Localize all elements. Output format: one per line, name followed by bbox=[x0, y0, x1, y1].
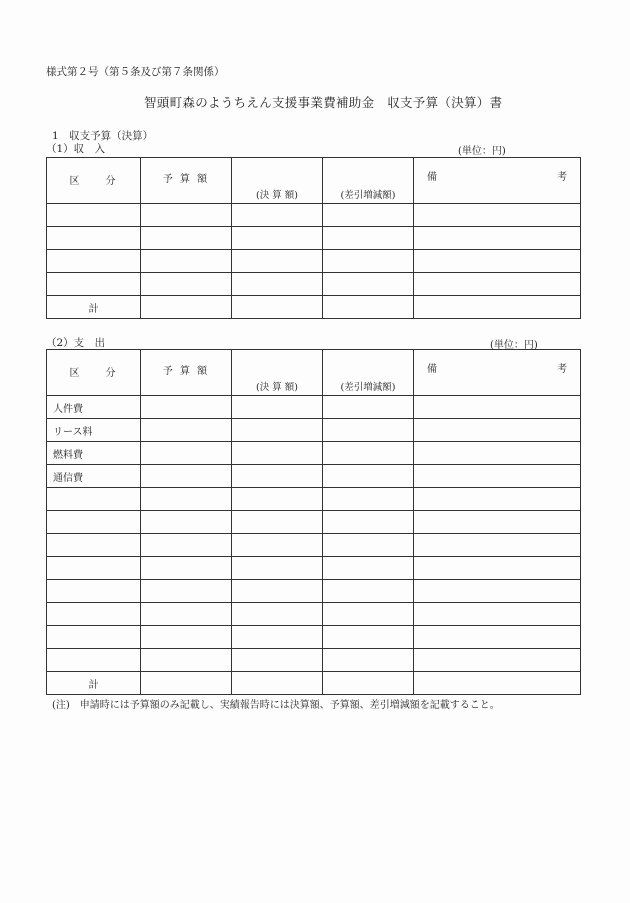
difference-cell[interactable] bbox=[323, 465, 414, 488]
difference-cell[interactable] bbox=[323, 626, 414, 649]
budget-cell[interactable] bbox=[141, 465, 232, 488]
table-row bbox=[47, 465, 581, 488]
table-row bbox=[47, 250, 581, 273]
settlement-total-cell[interactable] bbox=[232, 672, 323, 695]
table-row bbox=[47, 204, 581, 227]
settlement-cell[interactable] bbox=[232, 649, 323, 672]
table-row bbox=[47, 557, 581, 580]
remarks-cell[interactable] bbox=[414, 511, 581, 534]
header-category: 区 分 bbox=[47, 350, 141, 396]
remarks-cell[interactable] bbox=[414, 419, 581, 442]
section-heading: 1 収支予算（決算） bbox=[52, 130, 154, 142]
budget-cell[interactable] bbox=[141, 488, 232, 511]
table-row bbox=[47, 603, 581, 626]
settlement-cell[interactable] bbox=[232, 488, 323, 511]
remarks-cell[interactable] bbox=[414, 603, 581, 626]
category-cell: 燃料費 bbox=[47, 442, 141, 465]
expense-heading: （2）支 出 bbox=[46, 337, 106, 349]
remarks-cell[interactable] bbox=[414, 580, 581, 603]
table-row bbox=[47, 273, 581, 296]
remarks-cell[interactable] bbox=[414, 465, 581, 488]
difference-cell[interactable] bbox=[323, 649, 414, 672]
budget-cell[interactable] bbox=[141, 580, 232, 603]
difference-cell[interactable] bbox=[323, 580, 414, 603]
category-cell: リース料 bbox=[47, 419, 141, 442]
budget-total-cell[interactable] bbox=[141, 296, 232, 319]
difference-total-cell[interactable] bbox=[323, 672, 414, 695]
table-row bbox=[47, 488, 581, 511]
remarks-cell[interactable] bbox=[414, 557, 581, 580]
category-cell[interactable] bbox=[47, 603, 141, 626]
expense-table bbox=[46, 349, 581, 695]
category-cell[interactable] bbox=[47, 511, 141, 534]
difference-cell[interactable] bbox=[323, 204, 414, 227]
remarks-cell[interactable] bbox=[414, 488, 581, 511]
difference-total-cell[interactable] bbox=[323, 296, 414, 319]
category-cell[interactable] bbox=[47, 649, 141, 672]
settlement-cell[interactable] bbox=[232, 511, 323, 534]
category-cell: 人件費 bbox=[47, 396, 141, 419]
income-unit-label: (単位：円) bbox=[458, 146, 506, 157]
difference-cell[interactable] bbox=[323, 227, 414, 250]
difference-cell[interactable] bbox=[323, 419, 414, 442]
income-table bbox=[46, 157, 581, 319]
category-cell[interactable] bbox=[47, 580, 141, 603]
remarks-cell[interactable] bbox=[414, 296, 581, 319]
budget-cell[interactable] bbox=[141, 603, 232, 626]
settlement-cell[interactable] bbox=[232, 419, 323, 442]
settlement-total-cell[interactable] bbox=[232, 296, 323, 319]
category-cell[interactable] bbox=[47, 534, 141, 557]
budget-cell[interactable] bbox=[141, 442, 232, 465]
budget-cell[interactable] bbox=[141, 204, 232, 227]
remarks-cell[interactable] bbox=[414, 672, 581, 695]
category-cell[interactable] bbox=[47, 626, 141, 649]
difference-cell[interactable] bbox=[323, 488, 414, 511]
expense-unit-label: (単位：円) bbox=[490, 340, 538, 351]
table-row bbox=[47, 396, 581, 419]
header-category: 区 分 bbox=[47, 158, 141, 204]
remarks-cell[interactable] bbox=[414, 626, 581, 649]
remarks-cell[interactable] bbox=[414, 442, 581, 465]
total-row bbox=[47, 672, 581, 695]
difference-cell[interactable] bbox=[323, 534, 414, 557]
table-row bbox=[47, 419, 581, 442]
budget-cell[interactable] bbox=[141, 250, 232, 273]
difference-cell[interactable] bbox=[323, 250, 414, 273]
category-cell[interactable] bbox=[47, 227, 141, 250]
budget-cell[interactable] bbox=[141, 534, 232, 557]
settlement-cell[interactable] bbox=[232, 580, 323, 603]
table-row bbox=[47, 626, 581, 649]
difference-cell[interactable] bbox=[323, 442, 414, 465]
difference-cell[interactable] bbox=[323, 511, 414, 534]
settlement-cell[interactable] bbox=[232, 534, 323, 557]
difference-cell[interactable] bbox=[323, 603, 414, 626]
total-row bbox=[47, 296, 581, 319]
settlement-cell[interactable] bbox=[232, 273, 323, 296]
remarks-cell[interactable] bbox=[414, 534, 581, 557]
header-difference: (差引増減額) bbox=[323, 158, 414, 204]
remarks-cell[interactable] bbox=[414, 649, 581, 672]
settlement-cell[interactable] bbox=[232, 465, 323, 488]
table-row bbox=[47, 534, 581, 557]
settlement-cell[interactable] bbox=[232, 442, 323, 465]
form-number: 様式第２号（第５条及び第７条関係） bbox=[46, 66, 225, 78]
settlement-cell[interactable] bbox=[232, 396, 323, 419]
header-settlement: (決 算 額) bbox=[232, 350, 323, 396]
settlement-cell[interactable] bbox=[232, 626, 323, 649]
remarks-cell[interactable] bbox=[414, 227, 581, 250]
remarks-cell[interactable] bbox=[414, 273, 581, 296]
table-row bbox=[47, 227, 581, 250]
income-heading: （1）収 入 bbox=[46, 143, 106, 155]
settlement-cell[interactable] bbox=[232, 250, 323, 273]
budget-cell[interactable] bbox=[141, 273, 232, 296]
header-settlement: (決 算 額) bbox=[232, 158, 323, 204]
budget-cell[interactable] bbox=[141, 419, 232, 442]
header-budget: 予 算 額 bbox=[141, 350, 232, 396]
table-row bbox=[47, 649, 581, 672]
total-label: 計 bbox=[47, 672, 141, 695]
category-cell[interactable] bbox=[47, 250, 141, 273]
table-row bbox=[47, 442, 581, 465]
settlement-cell[interactable] bbox=[232, 603, 323, 626]
remarks-cell[interactable] bbox=[414, 250, 581, 273]
footnote: (注) 申請時には予算額のみ記載し、実績報告時には決算額、予算額、差引増減額を記載すること。 bbox=[52, 700, 500, 711]
category-cell[interactable] bbox=[47, 273, 141, 296]
settlement-cell[interactable] bbox=[232, 204, 323, 227]
category-cell[interactable] bbox=[47, 488, 141, 511]
header-budget: 予 算 額 bbox=[141, 158, 232, 204]
header-difference: (差引増減額) bbox=[323, 350, 414, 396]
settlement-cell[interactable] bbox=[232, 227, 323, 250]
table-row bbox=[47, 511, 581, 534]
budget-cell[interactable] bbox=[141, 557, 232, 580]
table-header-row bbox=[47, 158, 581, 204]
budget-cell[interactable] bbox=[141, 396, 232, 419]
header-remarks: 備 考 bbox=[414, 158, 581, 204]
budget-cell[interactable] bbox=[141, 511, 232, 534]
difference-cell[interactable] bbox=[323, 557, 414, 580]
category-cell[interactable] bbox=[47, 204, 141, 227]
header-remarks: 備 考 bbox=[414, 350, 581, 396]
settlement-cell[interactable] bbox=[232, 557, 323, 580]
difference-cell[interactable] bbox=[323, 396, 414, 419]
total-label: 計 bbox=[47, 296, 141, 319]
table-header-row bbox=[47, 350, 581, 396]
category-cell[interactable] bbox=[47, 557, 141, 580]
budget-cell[interactable] bbox=[141, 649, 232, 672]
budget-cell[interactable] bbox=[141, 227, 232, 250]
remarks-cell[interactable] bbox=[414, 396, 581, 419]
table-row bbox=[47, 580, 581, 603]
budget-cell[interactable] bbox=[141, 626, 232, 649]
remarks-cell[interactable] bbox=[414, 204, 581, 227]
document-title: 智頭町森のようちえん支援事業費補助金 収支予算（決算）書 bbox=[144, 95, 503, 110]
budget-total-cell[interactable] bbox=[141, 672, 232, 695]
category-cell: 通信費 bbox=[47, 465, 141, 488]
difference-cell[interactable] bbox=[323, 273, 414, 296]
